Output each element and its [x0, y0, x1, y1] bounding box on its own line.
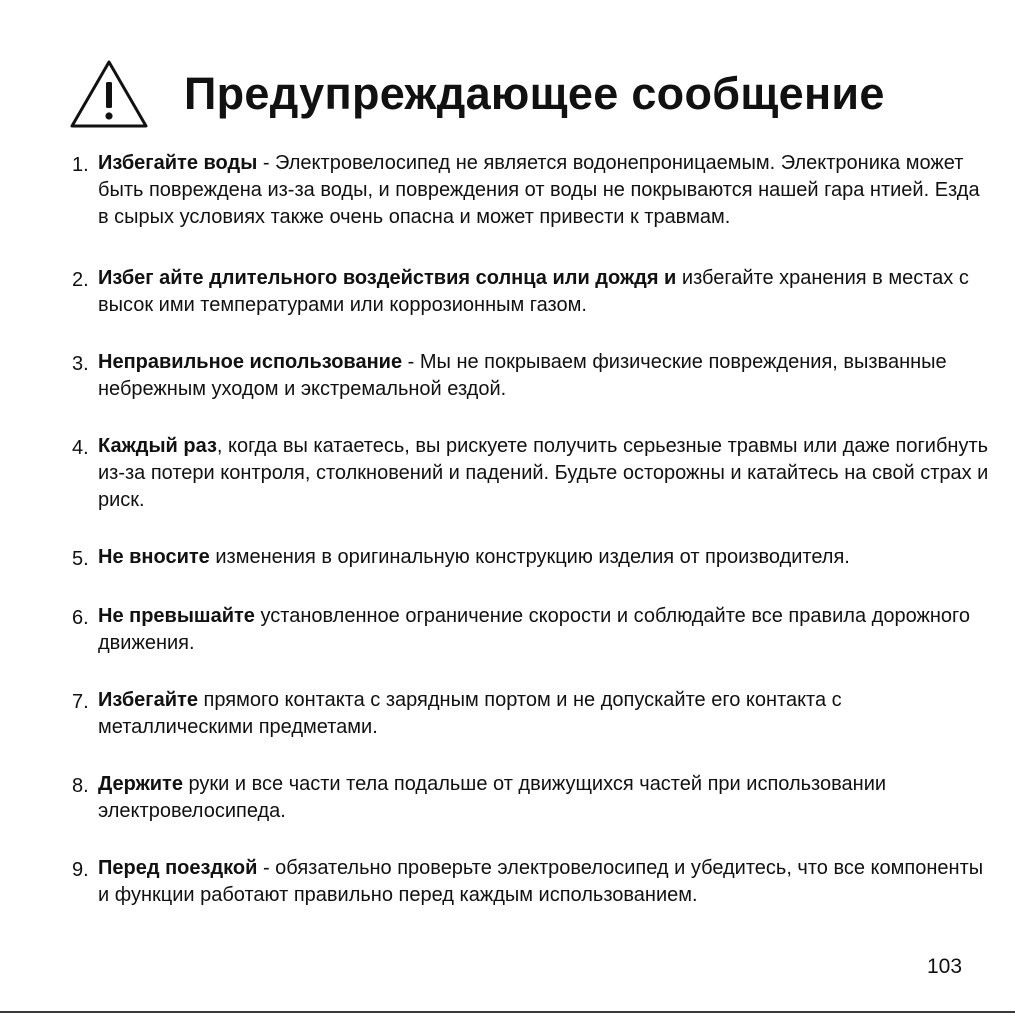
item-text: - Электровелосипед не является водонепроницаемым. Электроника может быть повреждена из-за воды, и повреждения от воды не покрываются нашей гара нтией. Езда в сырых условиях также очень опасна и может привести к травмам.	[98, 152, 980, 228]
warning-item-9	[72, 855, 992, 909]
item-lead: Перед поездкой	[98, 857, 258, 879]
item-number: 8.	[72, 775, 89, 797]
item-text: руки и все части тела подальше от движущихся частей при использовании электровелосипеда.	[98, 773, 887, 822]
warning-item-8	[72, 771, 992, 825]
warning-item-6	[72, 603, 992, 657]
item-text: установленное ограничение скорости и соблюдайте все правила дорожного движения.	[98, 605, 970, 654]
item-number: 3.	[72, 353, 89, 375]
warning-item-4	[72, 433, 992, 514]
warning-item-1	[72, 150, 992, 231]
item-number: 1.	[72, 154, 89, 176]
item-lead: Неправильное использование	[98, 351, 403, 373]
item-lead: Держите	[98, 773, 183, 795]
bottom-divider	[0, 1011, 1015, 1013]
warning-item-7	[72, 687, 992, 741]
page-title: Предупреждающее сообщение	[184, 68, 885, 119]
item-text: , когда вы катаетесь, вы рискуете получить серьезные травмы или даже погибнуть из-за потери контроля, столкновений и падений. Будьте осторожны и катайтесь на свой страх и риск.	[98, 435, 989, 511]
warning-item-5	[72, 544, 992, 571]
item-number: 5.	[72, 548, 89, 570]
item-lead: Не вносите	[98, 546, 210, 568]
item-lead: Избегайте	[98, 689, 198, 711]
item-number: 4.	[72, 437, 89, 459]
item-lead: Избег айте длительного воздействия солнца или дождя и	[98, 267, 677, 289]
item-text: прямого контакта с зарядным портом и не допускайте его контакта с металлическими предметами.	[98, 689, 842, 738]
item-lead: Избегайте воды	[98, 152, 258, 174]
item-text: - Мы не покрываем физические повреждения, вызванные небрежным уходом и экстремальной ездой.	[98, 351, 947, 400]
warning-item-2	[72, 265, 992, 319]
warning-item-3	[72, 349, 992, 403]
item-number: 2.	[72, 269, 89, 291]
page-header	[68, 58, 885, 130]
item-lead: Не превышайте	[98, 605, 255, 627]
item-lead: Каждый раз	[98, 435, 217, 457]
item-text: изменения в оригинальную конструкцию изделия от производителя.	[209, 546, 850, 568]
warning-list	[72, 150, 992, 909]
warning-triangle-icon	[68, 58, 150, 130]
item-number: 6.	[72, 607, 89, 629]
item-text: - обязательно проверьте электровелосипед и убедитесь, что все компоненты и функции работают правильно перед каждым использованием.	[98, 857, 984, 906]
item-text: избегайте хранения в местах с высок ими температурами или коррозионным газом.	[98, 267, 969, 316]
item-number: 9.	[72, 859, 89, 881]
item-number: 7.	[72, 691, 89, 713]
page-number: 103	[927, 955, 963, 978]
